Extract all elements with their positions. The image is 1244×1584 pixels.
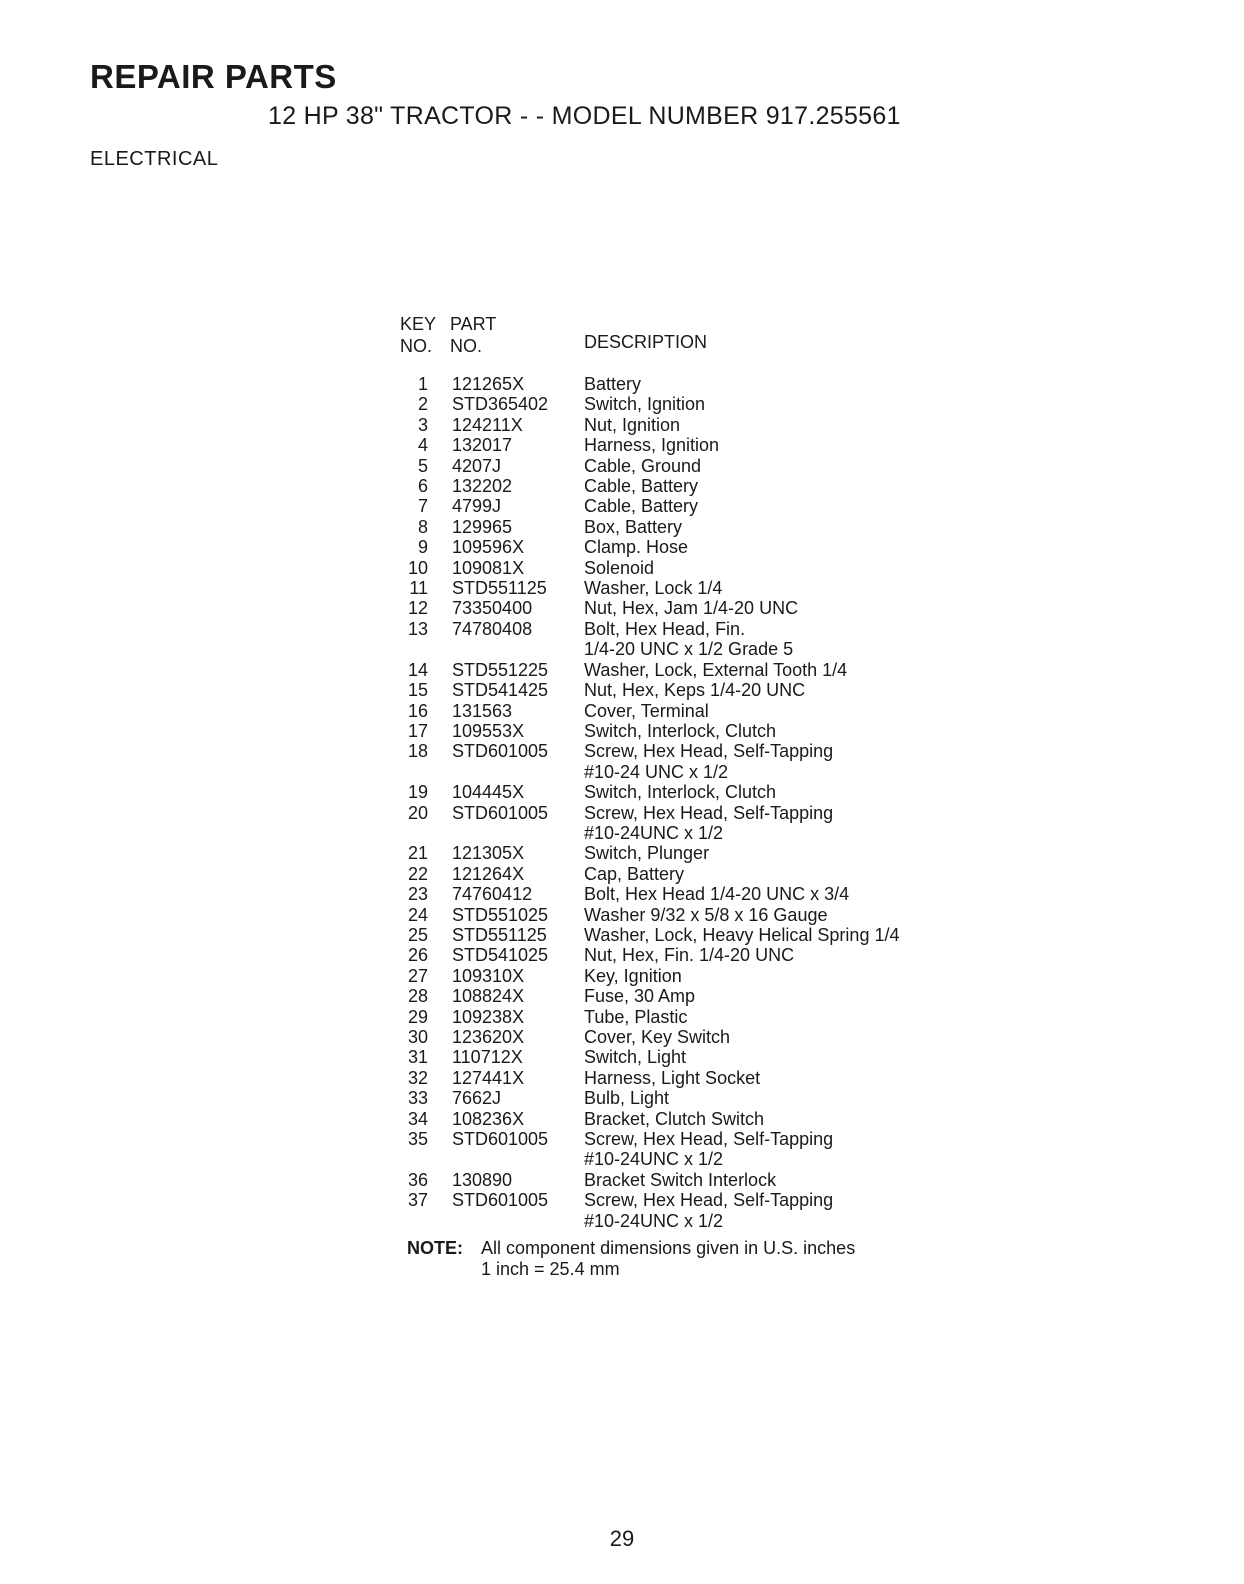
part-number: 127441X [452,1067,525,1088]
part-number: 109596X [452,537,525,558]
section-heading: ELECTRICAL [90,148,219,170]
table-row [400,1109,1000,1129]
header-part-line1: PART [450,314,497,334]
description-line: Nut, Hex, Jam 1/4-20 UNC [584,598,799,619]
description [584,721,1000,741]
key-number: 14 [407,659,428,680]
description-line: Nut, Ignition [584,414,681,435]
table-row [400,1088,1000,1108]
part-number: STD541025 [452,945,549,966]
description-line: Switch, Plunger [584,843,710,864]
description-line: Switch, Interlock, Clutch [584,782,777,803]
header-key-line1: KEY [400,314,437,334]
header-description: DESCRIPTION [584,332,708,352]
description-line: #10-24 UNC x 1/2 [584,761,729,782]
table-row [400,721,1000,741]
description [584,1027,1000,1047]
table-row [400,843,1000,863]
description [584,619,1000,660]
part-number: 121265X [452,374,525,394]
description [584,394,1000,414]
description-line: Key, Ignition [584,965,682,986]
key-number: 10 [407,557,428,578]
table-row [400,517,1000,537]
table-row [400,1047,1000,1067]
parts-table-header [400,314,1000,362]
description-line: Screw, Hex Head, Self-Tapping [584,741,834,762]
part-number: STD601005 [452,741,549,762]
key-number: 5 [417,455,428,476]
model-subtitle: 12 HP 38" TRACTOR - - MODEL NUMBER 917.255561 [268,102,901,130]
description-line: Tube, Plastic [584,1006,688,1027]
description [584,537,1000,557]
part-number: 121305X [452,843,525,864]
description [584,843,1000,863]
description [584,884,1000,904]
part-number: 130890 [452,1169,513,1190]
part-number: STD541425 [452,680,549,701]
parts-table [400,314,1000,1231]
description [584,680,1000,700]
description [584,1190,1000,1231]
description [584,456,1000,476]
part-number: 109238X [452,1006,525,1027]
description [584,374,1000,394]
key-number: 23 [407,884,428,905]
description [584,925,1000,945]
table-row [400,1027,1000,1047]
key-number: 6 [417,476,428,497]
key-number: 18 [407,741,428,762]
description [584,476,1000,496]
table-row [400,925,1000,945]
description-line: Washer, Lock 1/4 [584,578,723,599]
page-number: 29 [609,1526,635,1551]
description-line: Cover, Terminal [584,700,709,721]
key-number: 12 [407,598,428,619]
key-number: 4 [417,435,428,456]
description-line: Fuse, 30 Amp [584,986,696,1007]
key-number: 32 [407,1067,428,1088]
description [584,864,1000,884]
table-row [400,864,1000,884]
key-number: 33 [407,1088,428,1109]
description-line: Cable, Battery [584,496,699,517]
description [584,741,1000,782]
description [584,496,1000,516]
part-number: 123620X [452,1027,525,1047]
description-line: Washer, Lock, Heavy Helical Spring 1/4 [584,924,900,945]
description-line: 1/4-20 UNC x 1/2 Grade 5 [584,639,794,660]
description-line: Harness, Ignition [584,435,720,456]
part-number: 131563 [452,700,513,721]
key-number: 34 [407,1108,428,1129]
description-line: Nut, Hex, Fin. 1/4-20 UNC [584,945,795,966]
table-row [400,680,1000,700]
description [584,415,1000,435]
table-row [400,803,1000,844]
key-number: 2 [417,394,428,415]
description [584,986,1000,1006]
key-number: 31 [407,1047,428,1068]
table-row [400,598,1000,618]
description [584,1047,1000,1067]
description [584,435,1000,455]
description-line: Harness, Light Socket [584,1067,761,1088]
table-row [400,986,1000,1006]
part-number: 74780408 [452,618,533,639]
description-line: Nut, Hex, Keps 1/4-20 UNC [584,680,806,701]
description-line: Cable, Ground [584,455,702,476]
key-number: 16 [407,700,428,721]
table-row [400,1170,1000,1190]
part-number: 109081X [452,557,525,578]
description [584,782,1000,802]
description [584,905,1000,925]
description [584,1109,1000,1129]
key-number: 35 [407,1129,428,1150]
part-number: 129965 [452,516,513,537]
table-row [400,660,1000,680]
description-line: Switch, Interlock, Clutch [584,720,777,741]
description [584,660,1000,680]
key-number: 36 [407,1169,428,1190]
description-line: Box, Battery [584,516,683,537]
key-number: 19 [407,782,428,803]
part-number: STD551025 [452,904,549,925]
description [584,1007,1000,1027]
part-number: 109553X [452,720,525,741]
note-line1: All component dimensions given in U.S. inches [481,1238,856,1258]
description-line: #10-24UNC x 1/2 [584,1210,724,1231]
key-number: 27 [407,965,428,986]
description [584,517,1000,537]
key-number: 15 [407,680,428,701]
description-line: Screw, Hex Head, Self-Tapping [584,1129,834,1150]
description [584,578,1000,598]
table-row [400,741,1000,782]
description-line: Bolt, Hex Head, Fin. [584,618,746,639]
header-key-line2: NO. [400,336,433,356]
table-row [400,782,1000,802]
part-number: 110712X [452,1047,523,1068]
part-number: 73350400 [452,598,533,619]
part-number: STD551125 [452,578,547,599]
part-number: STD601005 [452,802,549,823]
table-row [400,415,1000,435]
part-number: 132202 [452,476,513,497]
part-number: STD551125 [452,924,547,945]
key-number: 17 [407,720,428,741]
key-number: 9 [417,537,428,558]
description-line: Bolt, Hex Head 1/4-20 UNC x 3/4 [584,884,850,905]
table-row [400,619,1000,660]
part-number: 132017 [452,435,513,456]
key-number: 37 [407,1190,428,1211]
description-line: Switch, Ignition [584,394,706,415]
table-row [400,1068,1000,1088]
part-number: STD601005 [452,1190,549,1211]
table-row [400,456,1000,476]
description-line: Cover, Key Switch [584,1027,731,1047]
part-number: 74760412 [452,884,533,905]
key-number: 25 [407,924,428,945]
key-number: 1 [417,374,428,394]
key-number: 22 [407,863,428,884]
part-number: 108824X [452,986,525,1007]
table-row [400,945,1000,965]
table-row [400,394,1000,414]
key-number: 11 [409,578,428,599]
key-number: 29 [407,1006,428,1027]
table-row [400,496,1000,516]
description-line: Screw, Hex Head, Self-Tapping [584,1190,834,1211]
description [584,945,1000,965]
description-line: #10-24UNC x 1/2 [584,1149,724,1170]
part-number: STD551225 [452,659,549,680]
table-row [400,1007,1000,1027]
table-row [400,558,1000,578]
description [584,1170,1000,1190]
table-row [400,578,1000,598]
description-line: #10-24UNC x 1/2 [584,822,724,843]
description-line: Cable, Battery [584,476,699,497]
table-row [400,537,1000,557]
part-number: STD601005 [452,1129,549,1150]
description-line: Bulb, Light [584,1088,670,1109]
table-row [400,884,1000,904]
note-label: NOTE: [407,1238,463,1258]
table-row [400,374,1000,394]
page-title: REPAIR PARTS [90,58,337,95]
description-line: Bracket Switch Interlock [584,1169,777,1190]
header-part-line2: NO. [450,336,483,356]
description-line: Switch, Light [584,1047,687,1068]
description-line: Screw, Hex Head, Self-Tapping [584,802,834,823]
description-line: Battery [584,374,642,394]
part-number: 4799J [452,496,502,517]
table-row [400,905,1000,925]
description-line: Washer 9/32 x 5/8 x 16 Gauge [584,904,828,925]
part-number: 108236X [452,1108,525,1129]
key-number: 30 [407,1027,428,1047]
key-number: 3 [417,414,428,435]
key-number: 26 [407,945,428,966]
key-number: 24 [407,904,428,925]
description [584,1068,1000,1088]
part-number: 104445X [452,782,525,803]
table-row [400,435,1000,455]
note-line2: 1 inch = 25.4 mm [481,1259,620,1279]
description [584,701,1000,721]
table-row [400,966,1000,986]
description [584,966,1000,986]
description-line: Washer, Lock, External Tooth 1/4 [584,659,848,680]
key-number: 20 [407,802,428,823]
part-number: 109310X [452,965,525,986]
part-number: 7662J [452,1088,502,1109]
description [584,1129,1000,1170]
description [584,803,1000,844]
part-number: 4207J [452,455,502,476]
key-number: 8 [417,516,428,537]
table-row [400,1190,1000,1231]
key-number: 13 [407,618,428,639]
parts-table-body [400,374,1000,1231]
description [584,1088,1000,1108]
description [584,598,1000,618]
table-row [400,476,1000,496]
description-line: Bracket, Clutch Switch [584,1108,765,1129]
part-number: 121264X [452,863,525,884]
part-number: STD365402 [452,394,549,415]
description-line: Solenoid [584,557,655,578]
key-number: 21 [407,843,428,864]
table-row [400,1129,1000,1170]
description-line: Clamp. Hose [584,537,689,558]
key-number: 28 [407,986,428,1007]
part-number: 124211X [452,414,523,435]
description [584,558,1000,578]
table-row [400,701,1000,721]
key-number: 7 [417,496,428,517]
description-line: Cap, Battery [584,863,685,884]
